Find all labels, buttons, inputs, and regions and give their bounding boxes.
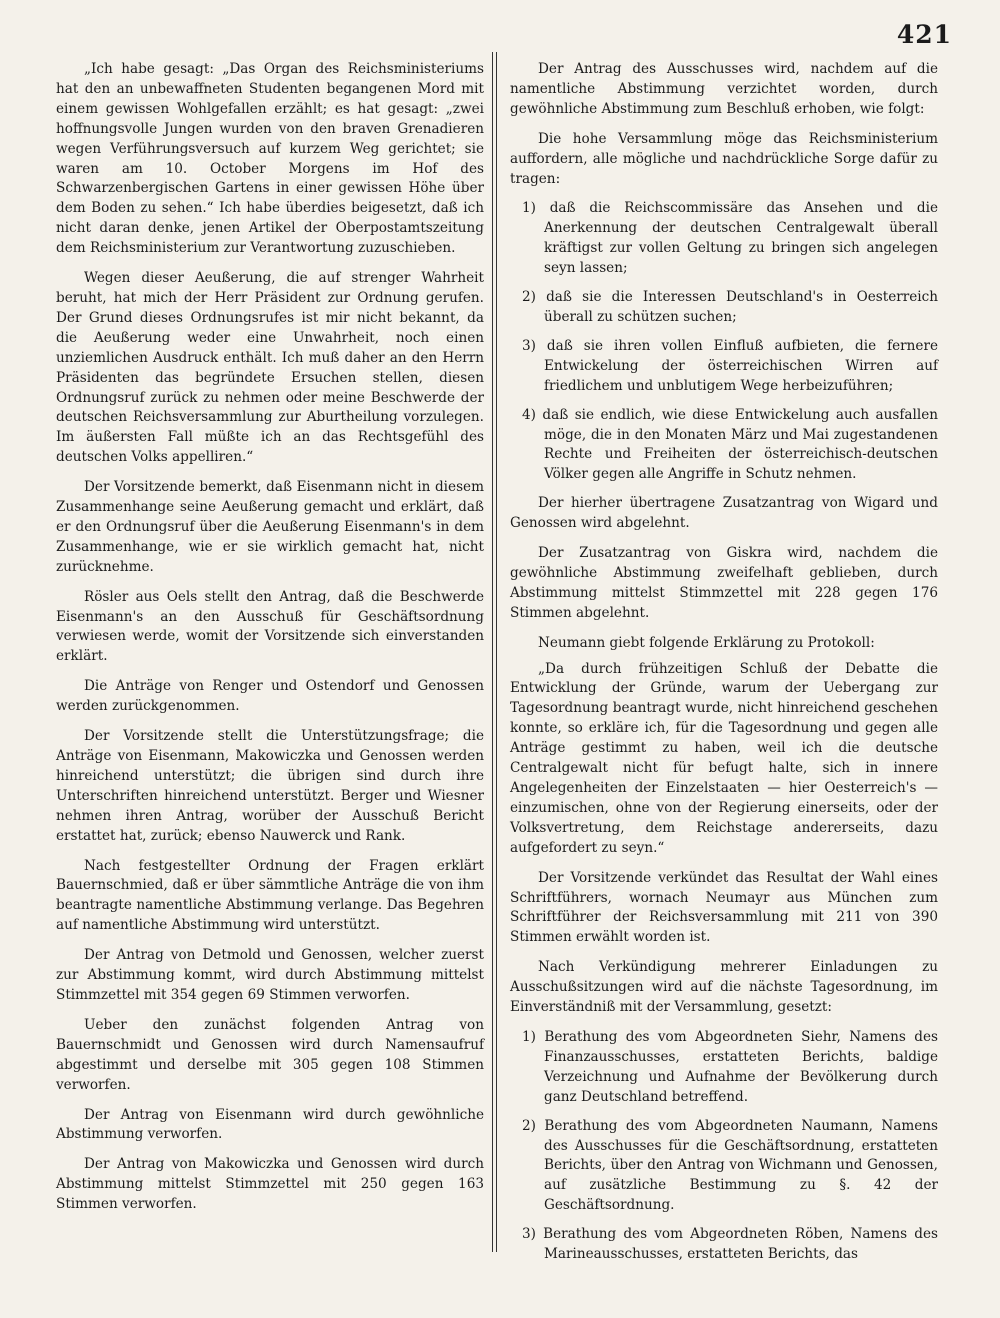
left-paragraph: Der Antrag von Detmold und Genossen, welcher zuerst zur Abstimmung kommt, wird durch Abstimmung mittelst Stimmzettel mit 354 gegen 69 Stimmen verworfen. bbox=[56, 947, 484, 1003]
left-column bbox=[56, 60, 484, 1225]
declaration-quote: „Da durch frühzeitigen Schluß der Debatte die Entwicklung der Gründe, warum der Uebergang zur Tagesordnung beantragt wurde, nicht hinreichend geschehen konnte, so erkläre ich, für die Tagesordnung und gegen alle Anträge gestimmt zu haben, weil ich die deutsche Centralgewalt nicht für befugt halte, sich in innere Angelegenheiten der Einzelstaaten — hier Oesterreich's — einzumischen, ohne von der Regierung einerseits, oder der Volksvertretung, dem Reichstage andererseits, dazu aufgefordert zu seyn.“ bbox=[510, 660, 938, 856]
resolution-item: 3) daß sie ihren vollen Einfluß aufbieten, die fernere Entwickelung der österreichischen Wirren auf friedlichem und unblutigem Wege herbeizuführen; bbox=[522, 337, 938, 394]
right-column bbox=[510, 60, 938, 1274]
left-paragraph: Der Antrag von Makowiczka und Genossen wird durch Abstimmung mittelst Stimmzettel mit 250 gegen 163 Stimmen verworfen. bbox=[56, 1156, 484, 1213]
page-number: 421 bbox=[896, 20, 952, 49]
left-paragraph: „Ich habe gesagt: „Das Organ des Reichsministeriums hat den an unbewaffneten Studenten begangenen Mord mit einem gewissen Wohlgefallen erzählt; es hat gesagt: „zwei hoffnungsvolle Jungen wurden von den braven Grenadieren wegen Verführungsversuch auf kurzem Weg gerichtet; sie waren am 10. October Morgens im Hof des Schwarzenbergischen Gartens in einer gewissen Höhe über dem Boden zu sehen.“ Ich habe überdies beigesetzt, daß ich nicht daran denke, jenen Artikel der Oberpostamtszeitung dem Reichsministerium zur Verantwortung zuzuschieben. bbox=[56, 61, 484, 257]
right-paragraph: Der Antrag des Ausschusses wird, nachdem auf die namentliche Abstimmung verzichtet worden, durch gewöhnliche Abstimmung zum Beschluß erhoben, wie folgt: bbox=[510, 61, 938, 117]
left-paragraph: Wegen dieser Aeußerung, die auf strenger Wahrheit beruht, hat mich der Herr Präsident zur Ordnung gerufen. Der Grund dieses Ordnungsrufes ist mir nicht bekannt, da die Aeußerung weder eine Unwahrheit, noch einen unziemlichen Ausdruck enthält. Ich muß daher an den Herrn Präsidenten das begründete Ersuchen stellen, diesen Ordnungsruf zurück zu nehmen oder meine Beschwerde der deutschen Reichsversammlung zur Aburtheilung vorzulegen. Im äußersten Fall müßte ich an das Rechtsgefühl des deutschen Volks appelliren.“ bbox=[56, 270, 484, 466]
right-paragraph: Der hierher übertragene Zusatzantrag von Wigard und Genossen wird abgelehnt. bbox=[510, 495, 938, 532]
left-paragraph: Ueber den zunächst folgenden Antrag von Bauernschmidt und Genossen wird durch Namensaufruf abgestimmt und derselbe mit 305 gegen 108 Stimmen verworfen. bbox=[56, 1016, 484, 1093]
agenda-item: 3) Berathung des vom Abgeordneten Röben, Namens des Marineausschusses, erstatteten Berichts, das bbox=[522, 1226, 938, 1263]
right-paragraph: Nach Verkündigung mehrerer Einladungen zu Ausschußsitzungen wird auf die nächste Tagesordnung, im Einverständniß mit der Versammlung, gesetzt: bbox=[510, 959, 938, 1016]
right-paragraph: Neumann giebt folgende Erklärung zu Protokoll: bbox=[538, 634, 875, 651]
left-paragraph: Der Antrag von Eisenmann wird durch gewöhnliche Abstimmung verworfen. bbox=[56, 1106, 484, 1143]
resolution-item: 2) daß sie die Interessen Deutschland's in Oesterreich überall zu schützen suchen; bbox=[522, 289, 938, 325]
agenda-item: 2) Berathung des vom Abgeordneten Naumann, Namens des Ausschusses für die Geschäftsordnung, erstatteten Berichts, über den Antrag von Wichmann und Genossen, auf zusätzliche Bestimmung zu §. 42 der Geschäftsordnung. bbox=[522, 1117, 938, 1214]
right-paragraph: Der Vorsitzende verkündet das Resultat der Wahl eines Schriftführers, wornach Neumayr aus München zum Schriftführer der Reichsversammlung mit 211 von 390 Stimmen erwählt worden ist. bbox=[510, 869, 938, 946]
right-paragraph: Die hohe Versammlung möge das Reichsministerium auffordern, alle mögliche und nachdrückliche Sorge dafür zu tragen: bbox=[510, 130, 938, 187]
left-paragraph: Rösler aus Oels stellt den Antrag, daß die Beschwerde Eisenmann's an den Ausschuß für Geschäftsordnung verwiesen werde, womit der Vorsitzende sich einverstanden erklärt. bbox=[56, 588, 484, 665]
column-divider bbox=[492, 52, 497, 1252]
left-paragraph: Der Vorsitzende bemerkt, daß Eisenmann nicht in diesem Zusammenhange seine Aeußerung gemacht und erklärt, daß er den Ordnungsruf über die Aeußerung Eisenmann's in dem Zusammenhange, wie er sie wirklich gemacht hat, nicht zurücknehme. bbox=[56, 479, 484, 575]
resolution-item: 1) daß die Reichscommissäre das Ansehen und die Anerkennung der deutschen Centralgewalt überall kräftigst zur vollen Geltung zu bringen sich angelegen seyn lassen; bbox=[522, 200, 938, 277]
left-paragraph: Der Vorsitzende stellt die Unterstützungsfrage; die Anträge von Eisenmann, Makowiczka und Genossen werden hinreichend unterstützt; die übrigen sind durch ihre Unterschriften hinreichend unterstützt. Berger und Wiesner nehmen ihren Antrag, worüber der Ausschuß Bericht erstattet hat, zurück; ebenso Nauwerck und Rank. bbox=[56, 728, 484, 844]
resolution-item: 4) daß sie endlich, wie diese Entwickelung auch ausfallen möge, die in den Monaten März und Mai zugestandenen Rechte und Freiheiten der österreichisch-deutschen Völker gegen alle Angriffe in Schutz nehmen. bbox=[522, 406, 938, 483]
left-paragraph: Nach festgestellter Ordnung der Fragen erklärt Bauernschmied, daß er über sämmtliche Anträge die von ihm beantragte namentliche Abstimmung verlange. Das Begehren auf namentliche Abstimmung wird unterstützt. bbox=[56, 857, 484, 934]
right-paragraph: Der Zusatzantrag von Giskra wird, nachdem die gewöhnliche Abstimmung zweifelhaft geblieben, durch Abstimmung mittelst Stimmzettel mit 228 gegen 176 Stimmen abgelehnt. bbox=[510, 545, 938, 621]
agenda-item: 1) Berathung des vom Abgeordneten Siehr, Namens des Finanzausschusses, erstatteten Berichts, baldige Verzeichnung und Aufnahme der Bevölkerung durch ganz Deutschland betreffend. bbox=[522, 1028, 938, 1105]
left-paragraph: Die Anträge von Renger und Ostendorf und Genossen werden zurückgenommen. bbox=[56, 678, 484, 715]
